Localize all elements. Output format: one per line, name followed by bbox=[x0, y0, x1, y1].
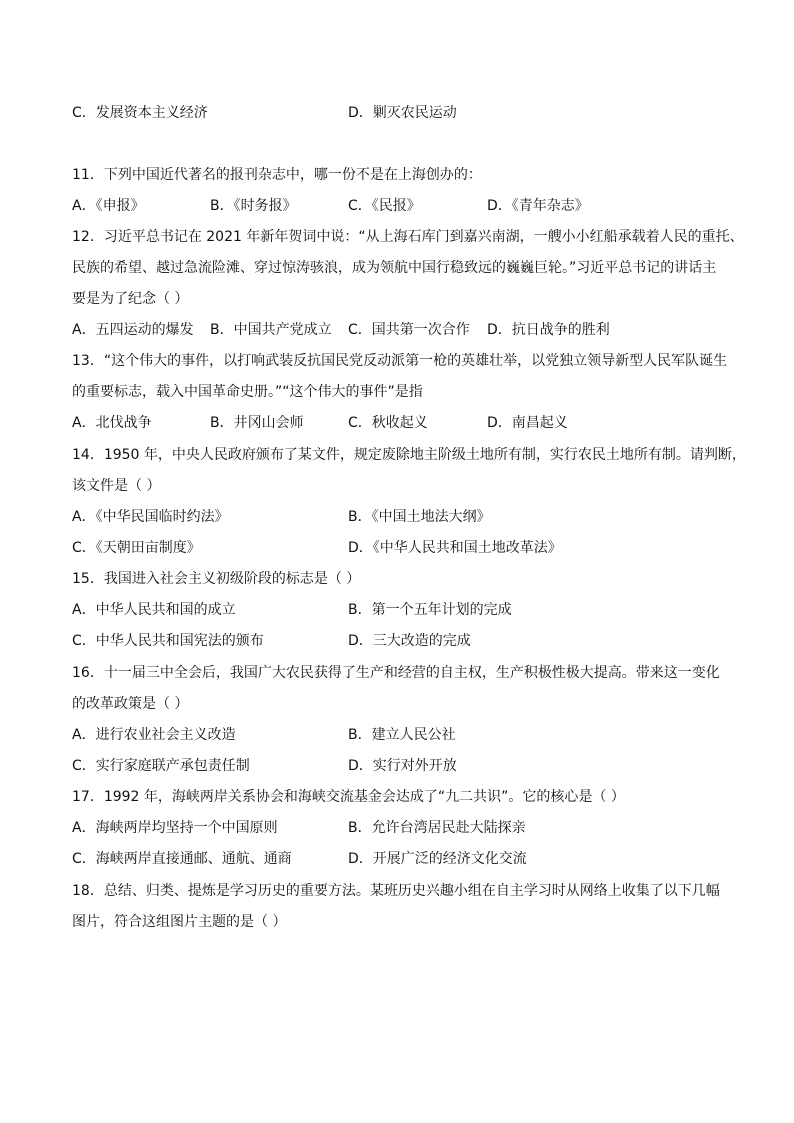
option-d: D．实行对外开放 bbox=[348, 758, 457, 774]
question-12-stem-line-1: 12．习近平总书记在 2021 年新年贺词中说：“从上海石库门到嘉兴南湖，一艘小小红船承载着人民的重托、 bbox=[72, 229, 744, 245]
option-d: D．《中华人民共和国土地改革法》 bbox=[348, 540, 562, 556]
option-c: C．实行家庭联产承包责任制 bbox=[72, 758, 250, 774]
option-c: C．中华人民共和国宪法的颁布 bbox=[72, 633, 264, 649]
option-b: B．建立人民公社 bbox=[348, 727, 456, 743]
option-d: D．《青年杂志》 bbox=[487, 198, 589, 214]
option-c: C．秋收起义 bbox=[348, 415, 428, 431]
option-b: B．第一个五年计划的完成 bbox=[348, 602, 512, 618]
option-d: D．抗日战争的胜利 bbox=[487, 322, 610, 338]
question-14-stem-line-1: 14．1950 年，中央人民政府颁布了某文件，规定废除地主阶级土地所有制，实行农民土地所有制。请判断， bbox=[72, 447, 746, 463]
option-d: D．开展广泛的经济文化交流 bbox=[348, 851, 527, 867]
option-b: B．允许台湾居民赴大陆探亲 bbox=[348, 820, 526, 836]
question-16-stem-line-1: 16．十一届三中全会后，我国广大农民获得了生产和经营的自主权，生产积极性极大提高。带来这一变化 bbox=[72, 665, 720, 681]
question-15-stem: 15．我国进入社会主义初级阶段的标志是（ ） bbox=[72, 571, 361, 587]
option-a: A．北伐战争 bbox=[72, 415, 152, 431]
question-17-stem: 17．1992 年，海峡两岸关系协会和海峡交流基金会达成了“九二共识”。它的核心是（ ） bbox=[72, 789, 625, 805]
option-c: C．《民报》 bbox=[348, 198, 421, 214]
option-c: C．国共第一次合作 bbox=[348, 322, 470, 338]
option-d: D．剿灭农民运动 bbox=[348, 105, 457, 121]
option-c: C．《天朝田亩制度》 bbox=[72, 540, 201, 556]
option-a: A．中华人民共和国的成立 bbox=[72, 602, 236, 618]
question-18-stem-line-2: 图片，符合这组图片主题的是（ ） bbox=[72, 914, 287, 930]
option-b: B．《中国土地法大纲》 bbox=[348, 509, 491, 525]
question-13-stem-line-1: 13．“这个伟大的事件，以打响武装反抗国民党反动派第一枪的英雄壮举，以党独立领导新型人民军队诞生 bbox=[72, 353, 728, 369]
option-c: C．发展资本主义经济 bbox=[72, 105, 208, 121]
question-12-stem-line-3: 要是为了纪念（ ） bbox=[72, 291, 189, 307]
question-16-stem-line-2: 的改革政策是（ ） bbox=[72, 696, 189, 712]
option-c: C．海峡两岸直接通邮、通航、通商 bbox=[72, 851, 292, 867]
question-18-stem-line-1: 18．总结、归类、提炼是学习历史的重要方法。某班历史兴趣小组在自主学习时从网络上收集了以下几幅 bbox=[72, 883, 720, 899]
option-a: A．五四运动的爆发 bbox=[72, 322, 194, 338]
option-a: A．《中华民国临时约法》 bbox=[72, 509, 229, 525]
question-12-stem-line-2: 民族的希望、越过急流险滩、穿过惊涛骇浪，成为领航中国行稳致远的巍巍巨轮。”习近平总书记的讲话主 bbox=[72, 260, 717, 276]
option-a: A．进行农业社会主义改造 bbox=[72, 727, 236, 743]
option-b: B．井冈山会师 bbox=[210, 415, 304, 431]
option-b: B．中国共产党成立 bbox=[210, 322, 332, 338]
option-b: B．《时务报》 bbox=[210, 198, 297, 214]
option-d: D．南昌起义 bbox=[487, 415, 568, 431]
question-14-stem-line-2: 该文件是（ ） bbox=[72, 478, 161, 494]
option-d: D．三大改造的完成 bbox=[348, 633, 471, 649]
option-a: A．《申报》 bbox=[72, 198, 145, 214]
question-11-stem: 11．下列中国近代著名的报刊杂志中，哪一份不是在上海创办的： bbox=[72, 167, 482, 183]
option-a: A．海峡两岸均坚持一个中国原则 bbox=[72, 820, 278, 836]
question-13-stem-line-2: 的重要标志，载入中国革命史册。”“这个伟大的事件”是指 bbox=[72, 384, 423, 400]
